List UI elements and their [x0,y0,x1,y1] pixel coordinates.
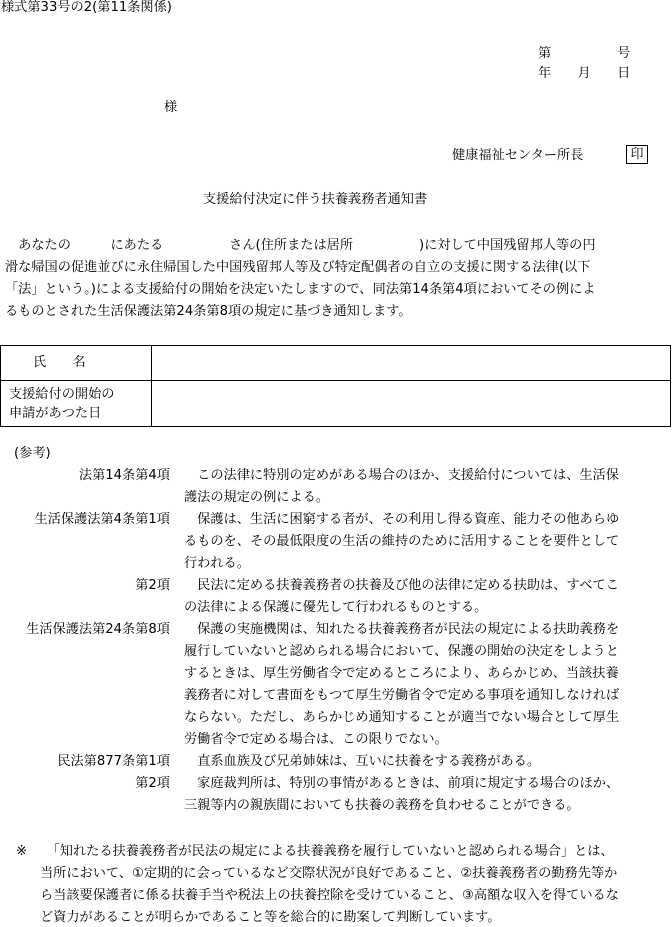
reference-label: 第2項 [135,776,170,791]
reference-text-line: の法律による保護に優先して行われるものとする。 [184,600,488,615]
reference-text-line: この法律に特別の定めがある場合のほか、支援給付については、生活保 [184,468,619,483]
reference-label: 法第14条第4項 [78,468,170,483]
addressee-suffix: 様 [164,100,178,115]
note-line: 当所において、①定期的に会っているなど交際状況が良好であること、②扶養義務者の勤務先等か [40,866,618,881]
application-date-label-cell [1,381,152,427]
name-label-cell [1,346,152,381]
application-date-label-line: 支援給付の開始の [9,386,115,402]
reference-text-line: 保護は、生活に困窮する者が、その利用し得る資産、能力その他あらゆ [184,512,620,527]
document-title: 支援給付決定に伴う扶養義務者通知書 [203,192,428,207]
note-line: 「知れたる扶養義務者が民法の規定による扶養義務を履行していないと認められる場合」とは、 [40,844,614,859]
reference-text-line: 義務者に対して書面をもつて厚生労働省令で定める事項を通知しなければ [184,688,620,703]
reference-text-line: 保護の実施機関は、知れたる扶養義務者が民法の規定による扶助義務を [184,622,620,637]
body-line: 「法」という。)による支援給付の開始を決定いたしますので、同法第14条第4項においてその例によ [5,282,596,297]
body-line: あなたの にあたる さん(住所または居所 )に対して中国残留邦人等の円 [5,238,596,253]
name-value-cell [152,346,671,381]
application-date-value-cell [152,381,671,427]
application-date-label-line: 申請があつた日 [9,405,102,421]
reference-text-line: ならない。ただし、あらかじめ通知することが適当でない場合として厚生 [184,710,620,725]
seal-mark: 印 [626,145,648,164]
reference-text-line: 護法の規定の例による。 [184,490,330,505]
note-line: ど資力があることが明らかであること等を総合的に勘案して判断しています。 [40,910,501,925]
document-date-label: 年 月 日 [538,66,631,81]
sender-title: 健康福祉センター所長 [452,148,584,163]
reference-text-line: するときは、厚生労働省令で定めるところにより、あらかじめ、当該扶養 [184,666,619,681]
body-line: 滑な帰国の促進並びに永住帰国した中国残留邦人等及び特定配偶者の自立の支援に関する法律(以下 [5,260,591,275]
document-number-label: 第 号 [538,46,631,61]
note-mark: ※ [16,844,28,859]
body-line: るものとされた生活保護法第24条第8項の規定に基づき通知します。 [5,304,412,319]
reference-text-line: るものを、その最低限度の生活の維持のために活用することを要件として [184,534,620,549]
reference-text-line: 家庭裁判所は、特別の事情があるときは、前項に規定する場合のほか、 [184,776,620,791]
name-label: 氏 名 [33,355,86,371]
reference-label: 生活保護法第4条第1項 [34,512,170,527]
reference-text-line: 直系血族及び兄弟姉妹は、互いに扶養をする義務がある。 [184,754,541,769]
reference-label: 第2項 [135,578,170,593]
note-line: ら当該要保護者に係る扶養手当や税法上の扶養控除を受けていること、③高額な収入を得ているな [40,888,619,903]
info-table [0,345,671,427]
reference-text-line: 三親等内の親族間においても扶養の義務を負わせることができる。 [184,798,580,813]
reference-label: 生活保護法第24条第8項 [26,622,170,637]
reference-text-line: 労働省令で定める場合は、この限りでない。 [184,732,448,747]
reference-text-line: 履行していないと認められる場合において、保護の開始の決定をしようと [184,644,619,659]
reference-label: 民法第877条第1項 [57,754,170,769]
reference-text-line: 行われる。 [184,556,250,571]
reference-heading: (参考) [14,446,51,461]
reference-text-line: 民法に定める扶養義務者の扶養及び他の法律に定める扶助は、すべてこ [184,578,619,593]
form-number: 様式第33号の2(第11条関係) [1,0,172,15]
